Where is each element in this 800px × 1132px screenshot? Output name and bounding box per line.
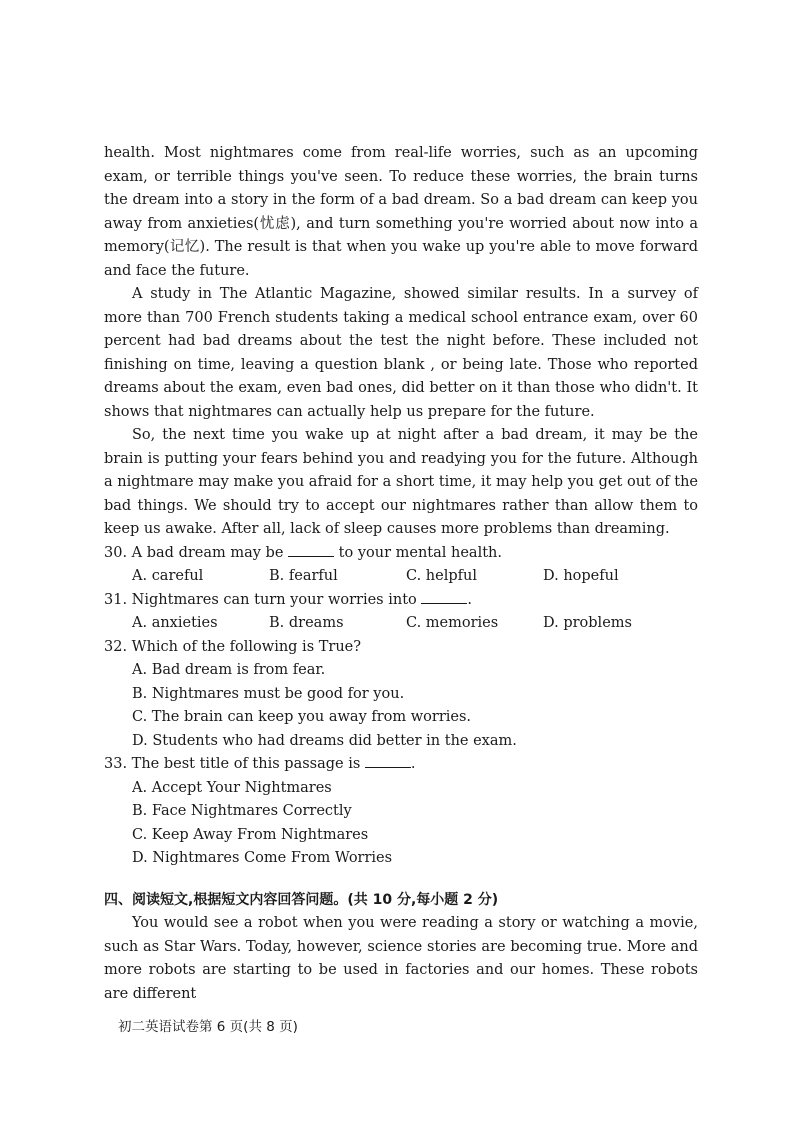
answer-blank — [288, 544, 334, 557]
option-c: C. helpful — [406, 568, 477, 584]
question-30-stem-end: to your mental health. — [334, 544, 502, 561]
option-a: A. Bad dream is from fear. — [132, 662, 326, 678]
option-c: C. memories — [406, 615, 499, 631]
answer-blank — [421, 591, 467, 604]
question-32 — [104, 636, 698, 660]
option-c: C. Keep Away From Nightmares — [132, 826, 369, 843]
question-33-stem: 33. The best title of this passage is — [104, 756, 365, 772]
question-31 — [104, 589, 698, 613]
answer-blank — [365, 755, 411, 768]
passage-paragraph-1: health. Most nightmares come from real-life worries, such as an upcoming exam, or terrible things you've seen. To reduce these worries, the brain turns the dream into a story in the form of a bad dream. So a bad dream can keep you away from anxieties(忧虑), and turn something you're worried about now into a memory(记忆). The result is that when you wake up you're able to move forward and face the future. — [104, 145, 698, 279]
option-a: A. careful — [132, 568, 204, 584]
question-30 — [104, 542, 698, 566]
option-c: C. The brain can keep you away from worries. — [132, 709, 472, 725]
page-footer: 初二英语试卷第 6 页(共 8 页) — [118, 1019, 298, 1035]
option-d: D. problems — [543, 615, 632, 631]
option-b: B. Nightmares must be good for you. — [132, 685, 405, 702]
option-a: A. Accept Your Nightmares — [132, 779, 332, 796]
passage-paragraph-2: A study in The Atlantic Magazine, showed similar results. In a survey of more than 700 French students taking a medical school entrance exam, over 60 percent had bad dreams about the test the night before. These included not finishing on time, leaving a question blank , or being late. Those who reported dreams about the exam, even bad ones, did better on it than those who didn't. It shows that nightmares can actually help us prepare for the future. — [104, 286, 698, 420]
passage-paragraph-3: So, the next time you wake up at night after a bad dream, it may be the brain is putting your fears behind you and readying you for the future. Although a nightmare may make you afraid for a short time, it may help you get out of the bad things. We should try to accept our nightmares rather than allow them to keep us awake. After all, lack of sleep causes more problems than dreaming. — [104, 427, 698, 537]
question-30-options — [104, 565, 698, 589]
question-30-stem: 30. A bad dream may be — [104, 544, 289, 561]
option-d: D. Nightmares Come From Worries — [132, 850, 393, 866]
section-4-paragraph-1: You would see a robot when you were reading a story or watching a movie, such as Star Wars. Today, however, science stories are becoming true. More and more robots are starting to be used in factories and our homes. These robots are different — [104, 915, 698, 1002]
question-33 — [104, 753, 698, 777]
question-33-stem-end: . — [410, 756, 416, 772]
question-32-stem: 32. Which of the following is True? — [104, 638, 362, 655]
question-31-stem-end: . — [467, 591, 472, 608]
option-b: B. dreams — [269, 615, 344, 631]
option-a: A. anxieties — [132, 615, 218, 631]
option-d: D. Students who had dreams did better in the exam. — [132, 732, 517, 749]
option-b: B. Face Nightmares Correctly — [132, 803, 352, 819]
option-b: B. fearful — [269, 568, 338, 584]
question-31-stem: 31. Nightmares can turn your worries into — [104, 591, 422, 608]
exam-page — [104, 142, 698, 1038]
option-d: D. hopeful — [543, 568, 619, 584]
question-31-options — [104, 612, 698, 636]
section-4-heading: 四、阅读短文,根据短文内容回答问题。(共 10 分,每小题 2 分) — [104, 891, 499, 908]
